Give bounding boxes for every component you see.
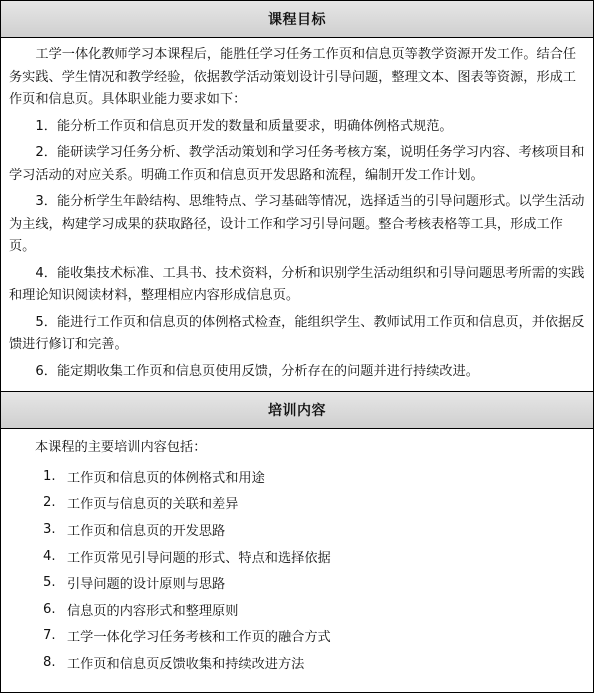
objectives-header — [1, 1, 593, 38]
objective-item: 5．能进行工作页和信息页的体例格式检查，能组织学生、教师试用工作页和信息页，并依据反馈进行修订和完善。 — [9, 314, 585, 352]
list-item — [9, 569, 585, 596]
objectives-header-label: 课程目标 — [268, 12, 326, 28]
list-item — [9, 516, 585, 543]
training-intro: 本课程的主要培训内容包括： — [35, 440, 207, 455]
list-item — [9, 623, 585, 650]
list-item-text: 工作页和信息页反馈收集和持续改进方法 — [67, 656, 305, 672]
list-item — [9, 543, 585, 570]
list-item — [9, 463, 585, 490]
training-body — [1, 429, 593, 676]
training-header — [1, 391, 593, 429]
list-item — [9, 649, 585, 676]
list-item-text: 工作页常见引导问题的形式、特点和选择依据 — [67, 550, 331, 566]
list-item-text: 工学一体化学习任务考核和工作页的融合方式 — [67, 630, 331, 646]
list-item-number: 3. — [43, 521, 56, 537]
objective-item: 4．能收集技术标准、工具书、技术资料，分析和识别学生活动组织和引导问题思考所需的实践和理论知识阅读材料，整理相应内容形成信息页。 — [9, 265, 585, 303]
objective-item: 2．能研读学习任务分析、教学活动策划和学习任务考核方案，说明任务学习内容、考核项目和学习活动的对应关系。明确工作页和信息页开发思路和流程，编制开发工作计划。 — [9, 145, 585, 183]
list-item — [9, 596, 585, 623]
list-item-text: 工作页和信息页的开发思路 — [67, 523, 226, 539]
list-item-number: 7. — [43, 628, 56, 644]
list-item-text: 信息页的内容形式和整理原则 — [67, 603, 239, 619]
list-item-text: 工作页与信息页的关联和差异 — [67, 497, 239, 513]
list-item-number: 4. — [43, 548, 56, 564]
list-item-number: 5. — [43, 575, 56, 591]
training-header-label: 培训内容 — [268, 403, 326, 419]
objective-item: 3．能分析学生年龄结构、思维特点、学习基础等情况，选择适当的引导问题形式。以学生活动为主线，构建学习成果的获取路径，设计工作和学习引导问题。整合考核表格等工具，形成工作页。 — [9, 194, 585, 254]
list-item-number: 8. — [43, 654, 56, 670]
objective-item: 6．能定期收集工作页和信息页使用反馈，分析存在的问题并进行持续改进。 — [35, 363, 479, 379]
objectives-intro: 工学一体化教师学习本课程后，能胜任学习任务工作页和信息页等教学资源开发工作。结合任务实践、学生情况和教学经验，依据教学活动策划设计引导问题，整理文本、图表等资源，形成工作页和信息页。具体职业能力要求如下： — [9, 47, 577, 107]
training-list — [9, 463, 585, 676]
objective-item: 1．能分析工作页和信息页开发的数量和质量要求，明确体例格式规范。 — [35, 118, 453, 134]
objectives-body — [1, 38, 593, 391]
list-item-number: 1. — [43, 468, 56, 484]
list-item — [9, 490, 585, 517]
list-item-number: 6. — [43, 601, 56, 617]
list-item-number: 2. — [43, 495, 56, 511]
list-item-text: 工作页和信息页的体例格式和用途 — [67, 470, 265, 486]
list-item-text: 引导问题的设计原则与思路 — [67, 577, 226, 593]
